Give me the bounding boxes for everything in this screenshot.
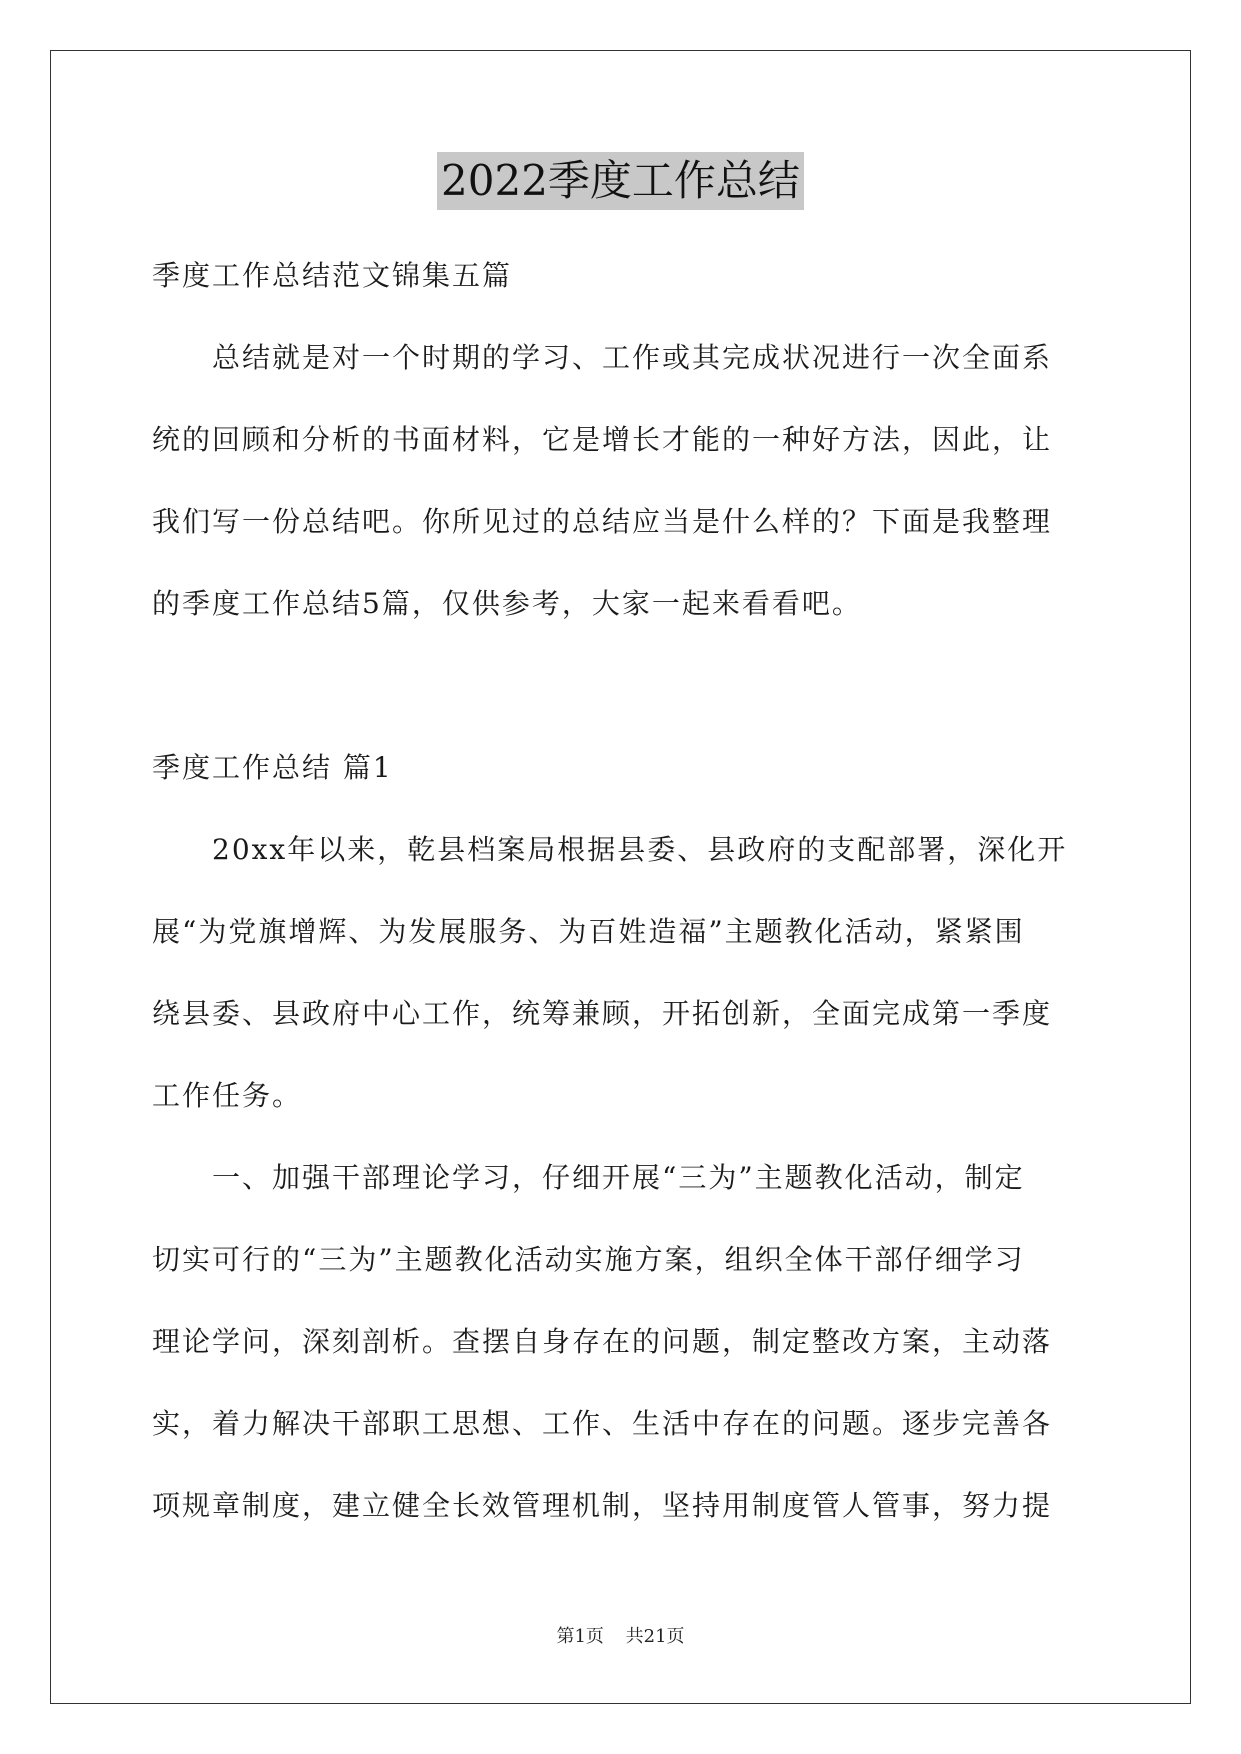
page-footer xyxy=(0,1622,1241,1648)
section-heading: 季度工作总结 篇1 xyxy=(152,751,393,784)
document-title: 2022季度工作总结 xyxy=(437,152,804,210)
paragraph-line: 实，着力解决干部职工思想、工作、生活中存在的问题。逐步完善各 xyxy=(152,1407,1053,1440)
paragraph-line: 的季度工作总结5篇，仅供参考，大家一起来看看吧。 xyxy=(152,587,862,620)
page-total: 共21页 xyxy=(625,1626,685,1647)
paragraph-line: 绕县委、县政府中心工作，统筹兼顾，开拓创新，全面完成第一季度 xyxy=(152,997,1053,1030)
title-container xyxy=(0,152,1241,210)
paragraph-line: 项规章制度，建立健全长效管理机制，坚持用制度管人管事，努力提 xyxy=(152,1489,1053,1522)
paragraph-line: 展“为党旗增辉、为发展服务、为百姓造福”主题教化活动，紧紧围 xyxy=(152,915,1025,948)
paragraph-line: 统的回顾和分析的书面材料，它是增长才能的一种好方法，因此，让 xyxy=(152,423,1053,456)
paragraph-line: 切实可行的“三为”主题教化活动实施方案，组织全体干部仔细学习 xyxy=(152,1243,1025,1276)
document-subtitle: 季度工作总结范文锦集五篇 xyxy=(152,259,513,292)
page-number: 第1页 xyxy=(556,1626,604,1647)
document-body xyxy=(152,235,1090,1547)
paragraph-line: 工作任务。 xyxy=(152,1079,303,1112)
paragraph-line: 总结就是对一个时期的学习、工作或其完成状况进行一次全面系 xyxy=(212,341,1053,374)
blank-line xyxy=(152,645,1090,727)
paragraph-line: 理论学问，深刻剖析。查摆自身存在的问题，制定整改方案，主动落 xyxy=(152,1325,1053,1358)
paragraph-line: 一、加强干部理论学习，仔细开展“三为”主题教化活动，制定 xyxy=(212,1161,1025,1194)
paragraph-line: 我们写一份总结吧。你所见过的总结应当是什么样的？下面是我整理 xyxy=(152,505,1053,538)
paragraph-line: 20xx年以来，乾县档案局根据县委、县政府的支配部署，深化开 xyxy=(212,833,1068,866)
